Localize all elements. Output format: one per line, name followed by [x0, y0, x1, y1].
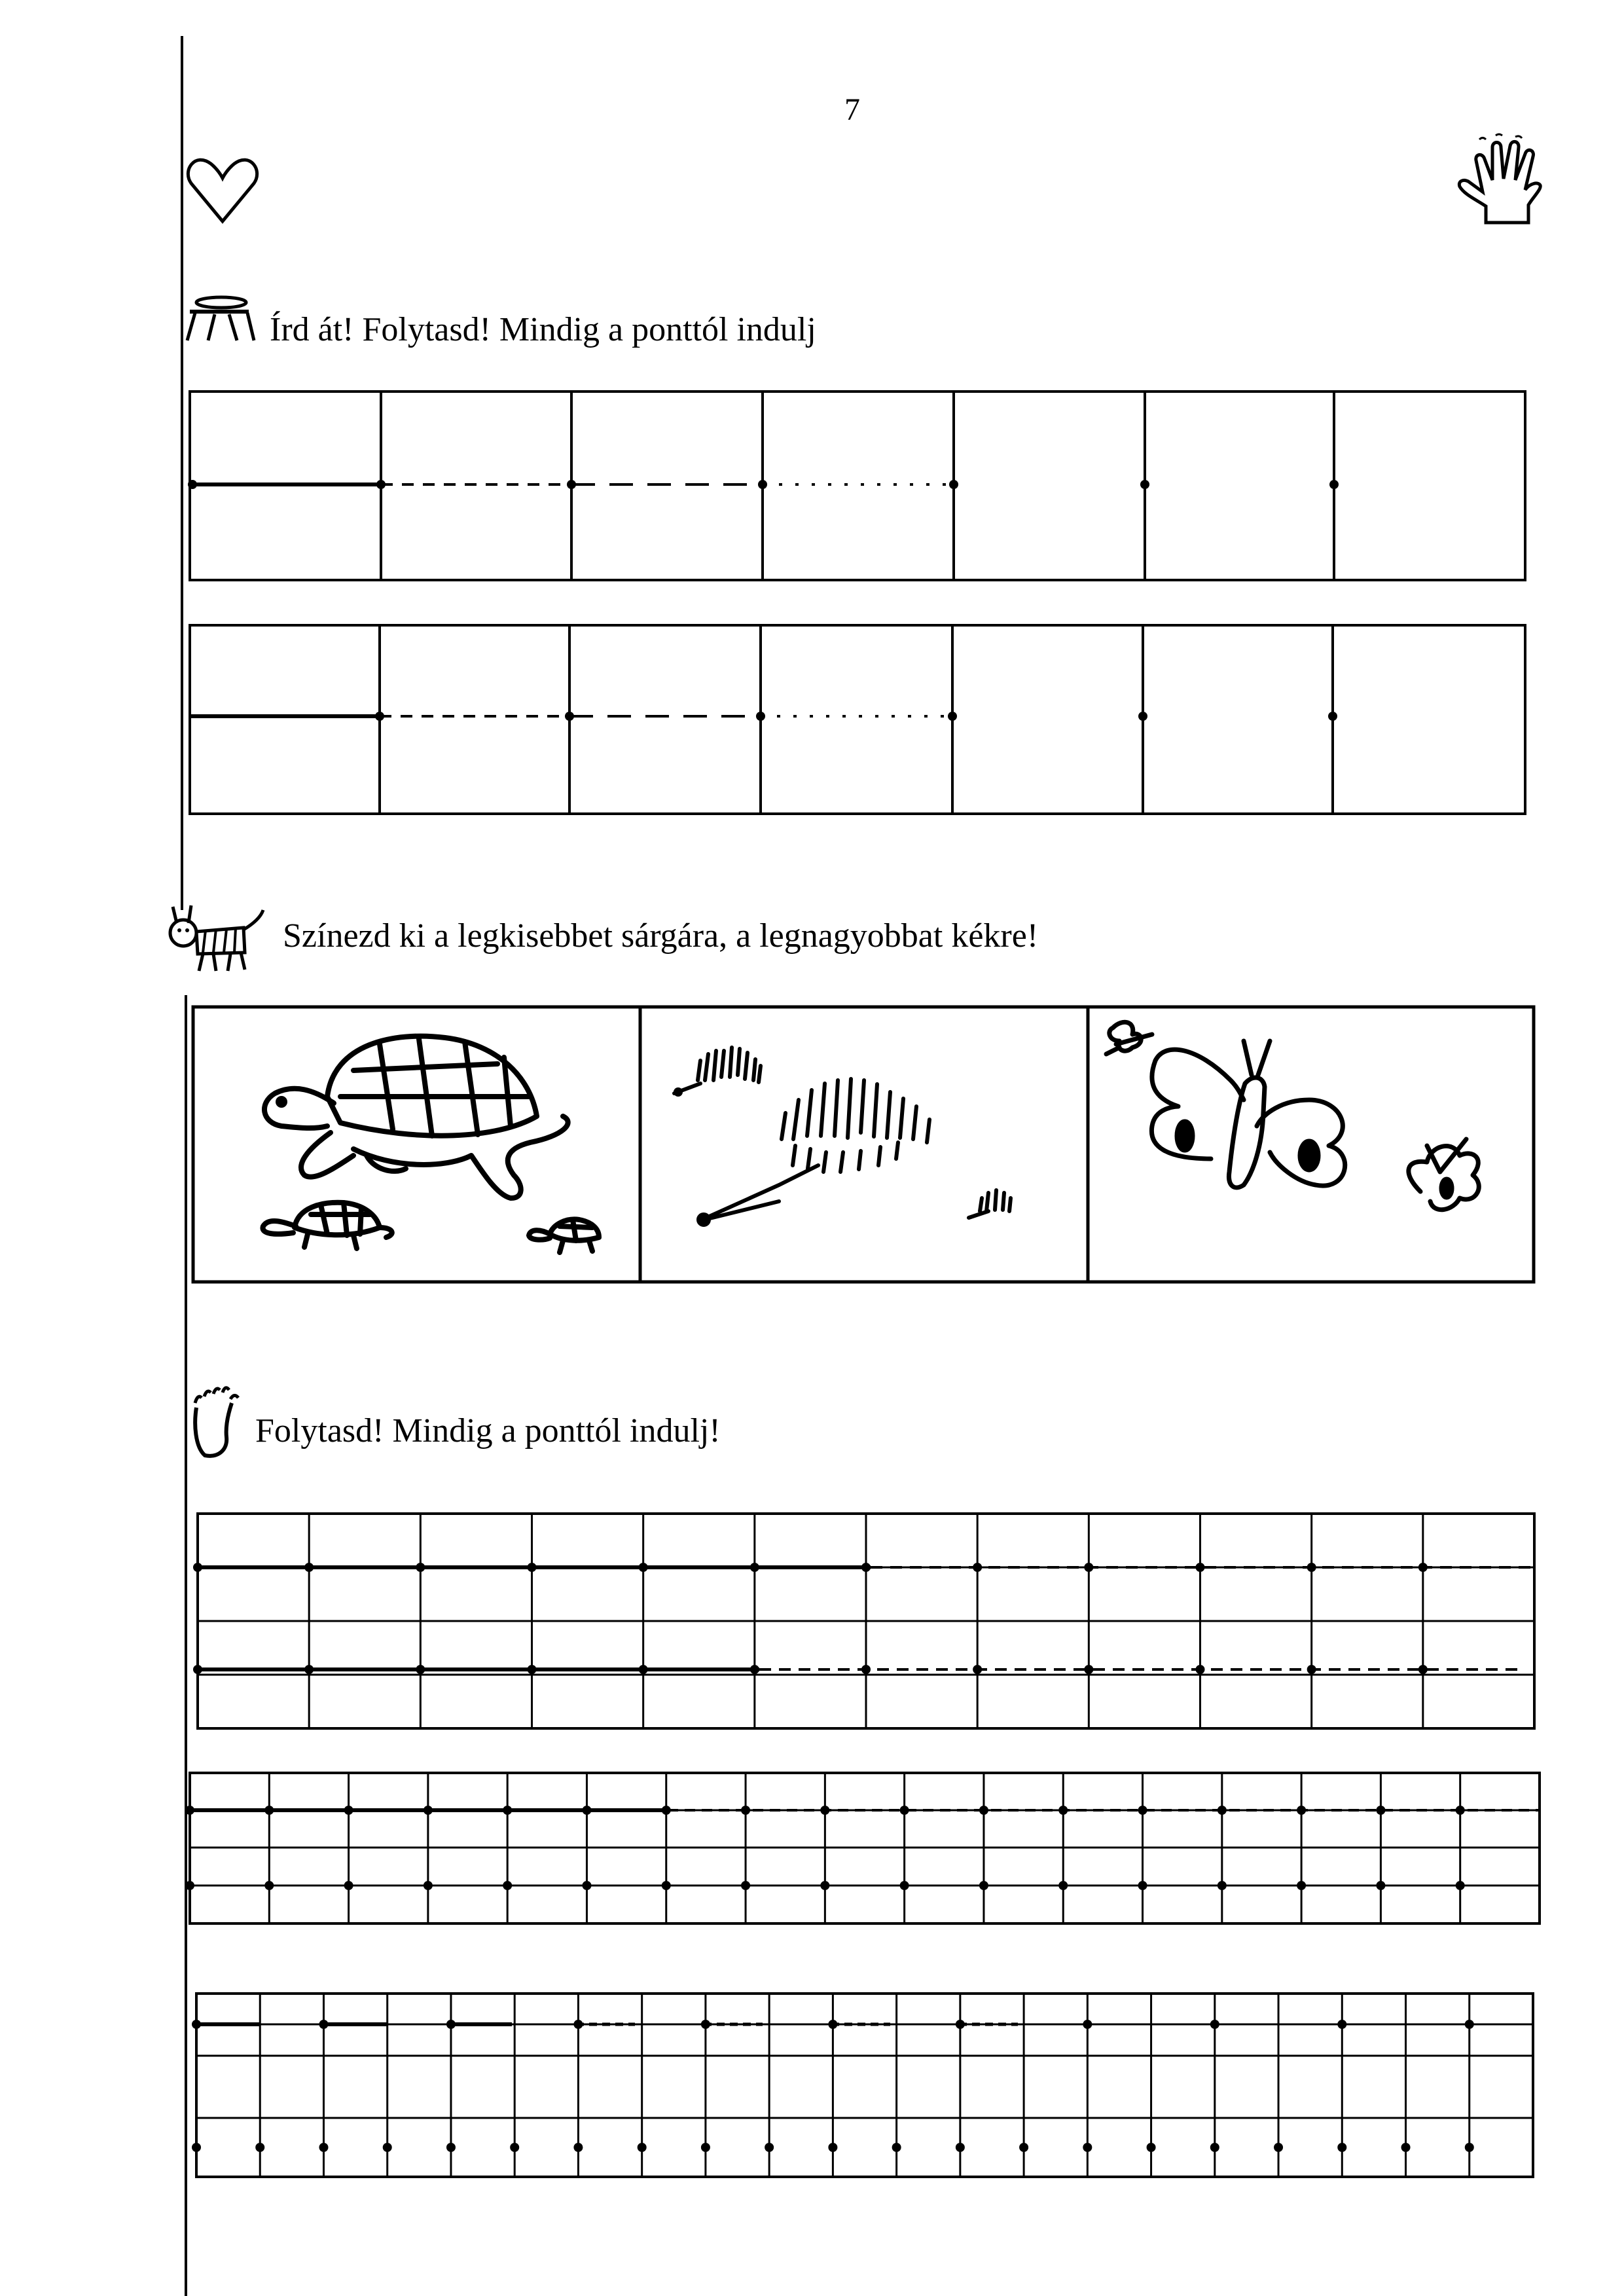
start-dot — [573, 2020, 583, 2029]
start-dot — [446, 2020, 456, 2029]
start-dot — [255, 2143, 264, 2152]
start-dot — [1401, 2143, 1411, 2152]
start-dot — [956, 2143, 965, 2152]
start-dot — [192, 2020, 201, 2029]
start-dot — [383, 2143, 392, 2152]
start-dot — [319, 2143, 328, 2152]
start-dot — [828, 2143, 837, 2152]
start-dot — [573, 2143, 583, 2152]
start-dot — [1337, 2020, 1346, 2029]
start-dot — [1210, 2020, 1219, 2029]
start-dot — [1147, 2143, 1156, 2152]
start-dot — [1210, 2143, 1219, 2152]
start-dot — [1465, 2143, 1474, 2152]
start-dot — [892, 2143, 901, 2152]
start-dot — [1083, 2143, 1092, 2152]
page-number: 7 — [844, 92, 860, 127]
start-dot — [1465, 2020, 1474, 2029]
start-dot — [765, 2143, 774, 2152]
start-dot — [1019, 2143, 1028, 2152]
start-dot — [192, 2143, 201, 2152]
start-dot — [638, 2143, 647, 2152]
exercise-2-instruction: Színezd ki a legkisebbet sárgára, a legnagyobbat kékre! — [283, 917, 1039, 955]
start-dot — [510, 2143, 519, 2152]
start-dot — [446, 2143, 456, 2152]
start-dot — [1337, 2143, 1346, 2152]
exercise-1-instruction: Írd át! Folytasd! Mindig a ponttól indulj — [270, 311, 816, 348]
exercise-3-instruction: Folytasd! Mindig a ponttól indulj! — [255, 1412, 721, 1449]
start-dot — [956, 2020, 965, 2029]
start-dot — [701, 2143, 710, 2152]
start-dot — [1274, 2143, 1283, 2152]
start-dot — [1083, 2020, 1092, 2029]
start-dot — [701, 2020, 710, 2029]
start-dot — [319, 2020, 328, 2029]
start-dot — [828, 2020, 837, 2029]
